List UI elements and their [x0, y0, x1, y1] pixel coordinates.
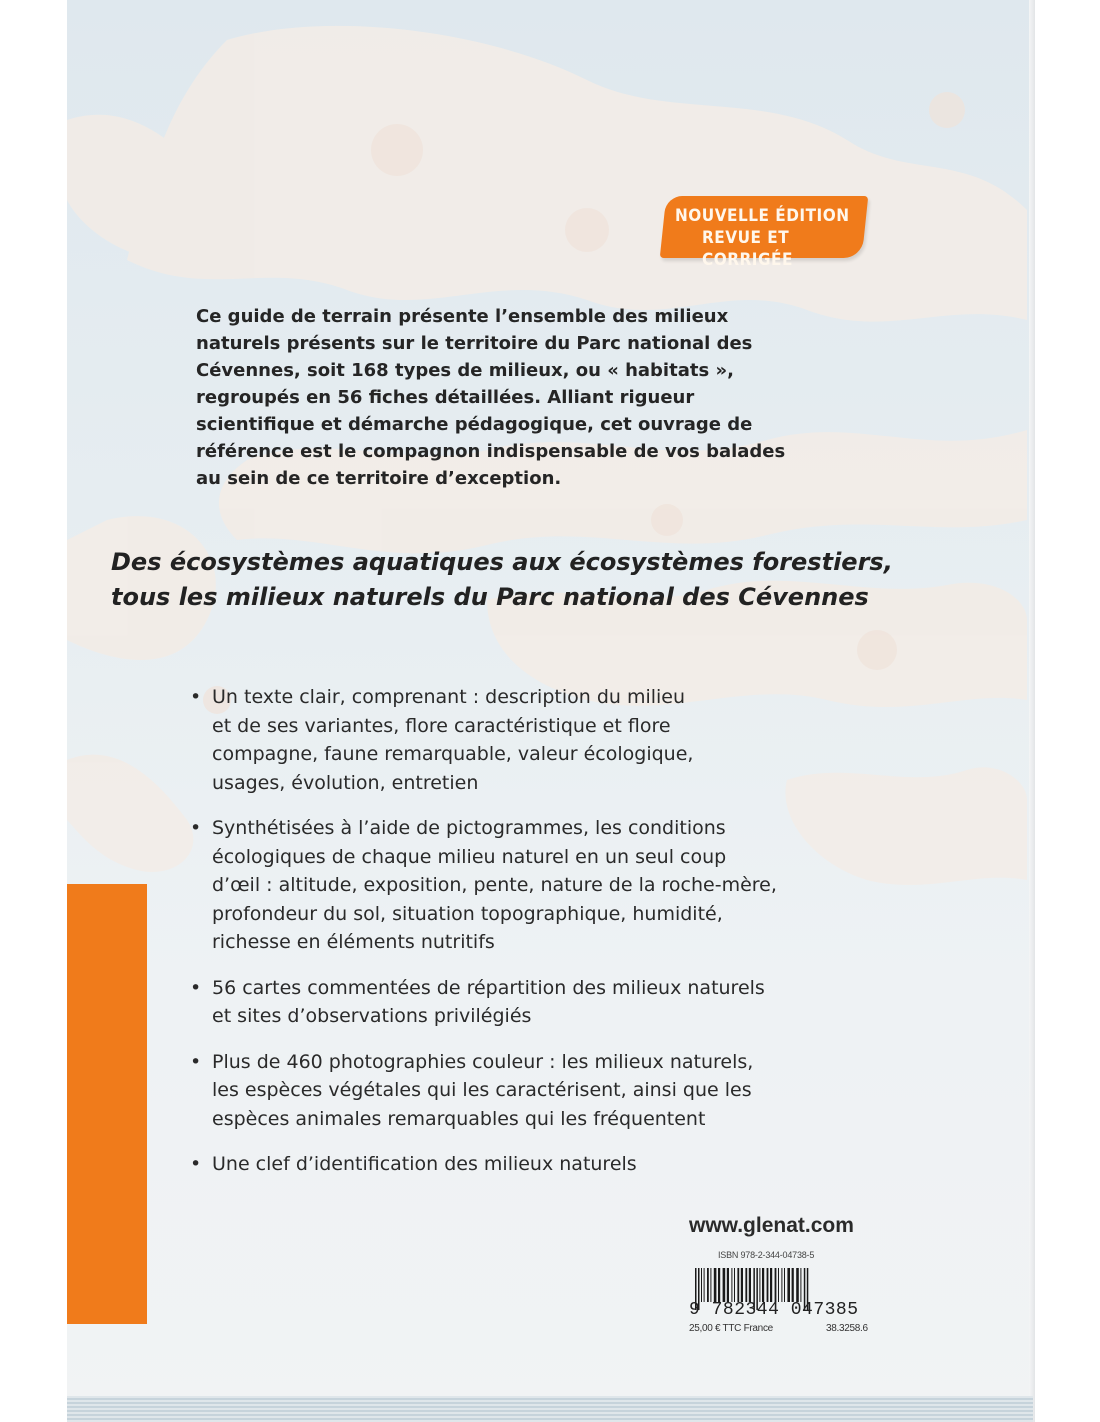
bullet-icon: •	[190, 976, 202, 999]
barcode-bar	[787, 1268, 790, 1302]
barcode-bar	[781, 1268, 782, 1302]
barcode-bar	[714, 1268, 717, 1302]
book-bottom-edge	[67, 1396, 1033, 1422]
feature-text: Plus de 460 photographies couleur : les milieux naturels, les espèces végétales qui les caractérisent, ainsi que les espèces animales remarquables qui les fréquentent	[212, 1050, 754, 1130]
barcode-bar	[734, 1268, 735, 1302]
catalog-code: 38.3258.6	[826, 1323, 868, 1334]
barcode-bar	[741, 1268, 743, 1302]
feature-item-key	[190, 1150, 850, 1179]
barcode-bar	[701, 1268, 702, 1302]
barcode-bar	[762, 1268, 764, 1302]
price-label: 25,00 € TTC France	[689, 1323, 773, 1334]
barcode-bar	[723, 1268, 726, 1302]
barcode-bar	[796, 1268, 799, 1302]
bullet-icon: •	[190, 817, 202, 839]
barcode-bar	[767, 1268, 769, 1302]
feature-text: Un texte clair, comprenant : description du milieu et de ses variantes, flore caractéristique et flore compagne, faune remarquable, valeur écologique, usages, évolution, entretien	[212, 686, 694, 794]
barcode-bar	[737, 1268, 739, 1302]
bullet-icon: •	[190, 1153, 202, 1175]
barcode-bar	[727, 1268, 729, 1302]
barcode-bar	[792, 1268, 794, 1302]
barcode-bar	[718, 1268, 720, 1302]
isbn-label: ISBN 978-2-344-04738-5	[718, 1250, 815, 1260]
barcode-bar	[707, 1268, 709, 1302]
feature-text: Synthétisées à l’aide de pictogrammes, les conditions écologiques de chaque milieu naturel en un seul coup d’œil : altitude, exposition, pente, nature de la roche-mère, profondeur du sol, situation topographique, humidité, richesse en éléments nutritifs	[212, 817, 777, 953]
barcode-bar	[759, 1268, 760, 1302]
barcode-bar	[704, 1268, 705, 1302]
barcode-bar	[770, 1268, 772, 1302]
bullet-icon: •	[190, 686, 202, 708]
feature-item-photos	[190, 1048, 850, 1134]
feature-text: 56 cartes commentées de répartition des milieux naturels et sites d’observations privilégiés	[212, 976, 765, 1027]
badge-line-2: REVUE ET CORRIGÉE	[702, 228, 793, 270]
feature-item-maps	[190, 974, 850, 1031]
barcode-bar	[745, 1268, 747, 1302]
barcode-number: 9 782344 047385	[689, 1300, 859, 1320]
orange-accent-strip	[67, 884, 147, 1324]
headline: Des écosystèmes aquatiques aux écosystèmes forestiers, tous les milieux naturels du Parc national des Cévennes	[111, 548, 893, 611]
intro-paragraph: Ce guide de terrain présente l’ensemble des milieux naturels présents sur le territoire du Parc national des Cévennes, soit 168 types de milieux, ou « habitats », regroupés en 56 fiches détaillées. Alliant rigueur scientifique et démarche pédagogique, cet ouvrage de référence est le compagnon indispensable de vos balades au sein de ce territoire d’exception.	[196, 306, 786, 489]
badge-line-1: NOUVELLE ÉDITION	[675, 206, 850, 226]
bullet-icon: •	[190, 1050, 202, 1073]
barcode-bar	[710, 1268, 711, 1302]
page-edge	[1029, 0, 1035, 1422]
feature-text: Une clef d’identification des milieux naturels	[212, 1153, 637, 1175]
barcode-bar	[731, 1268, 732, 1302]
barcode-bar	[749, 1268, 751, 1302]
feature-item-pictograms	[190, 814, 850, 957]
barcode-bar	[778, 1268, 779, 1302]
feature-item-text	[190, 683, 850, 797]
barcode-bar	[775, 1268, 777, 1302]
publisher-url: www.glenat.com	[689, 1214, 854, 1237]
feature-list	[190, 683, 850, 1196]
barcode-bar	[800, 1268, 801, 1302]
new-edition-badge-text	[675, 205, 865, 271]
barcode-bar	[784, 1268, 785, 1302]
